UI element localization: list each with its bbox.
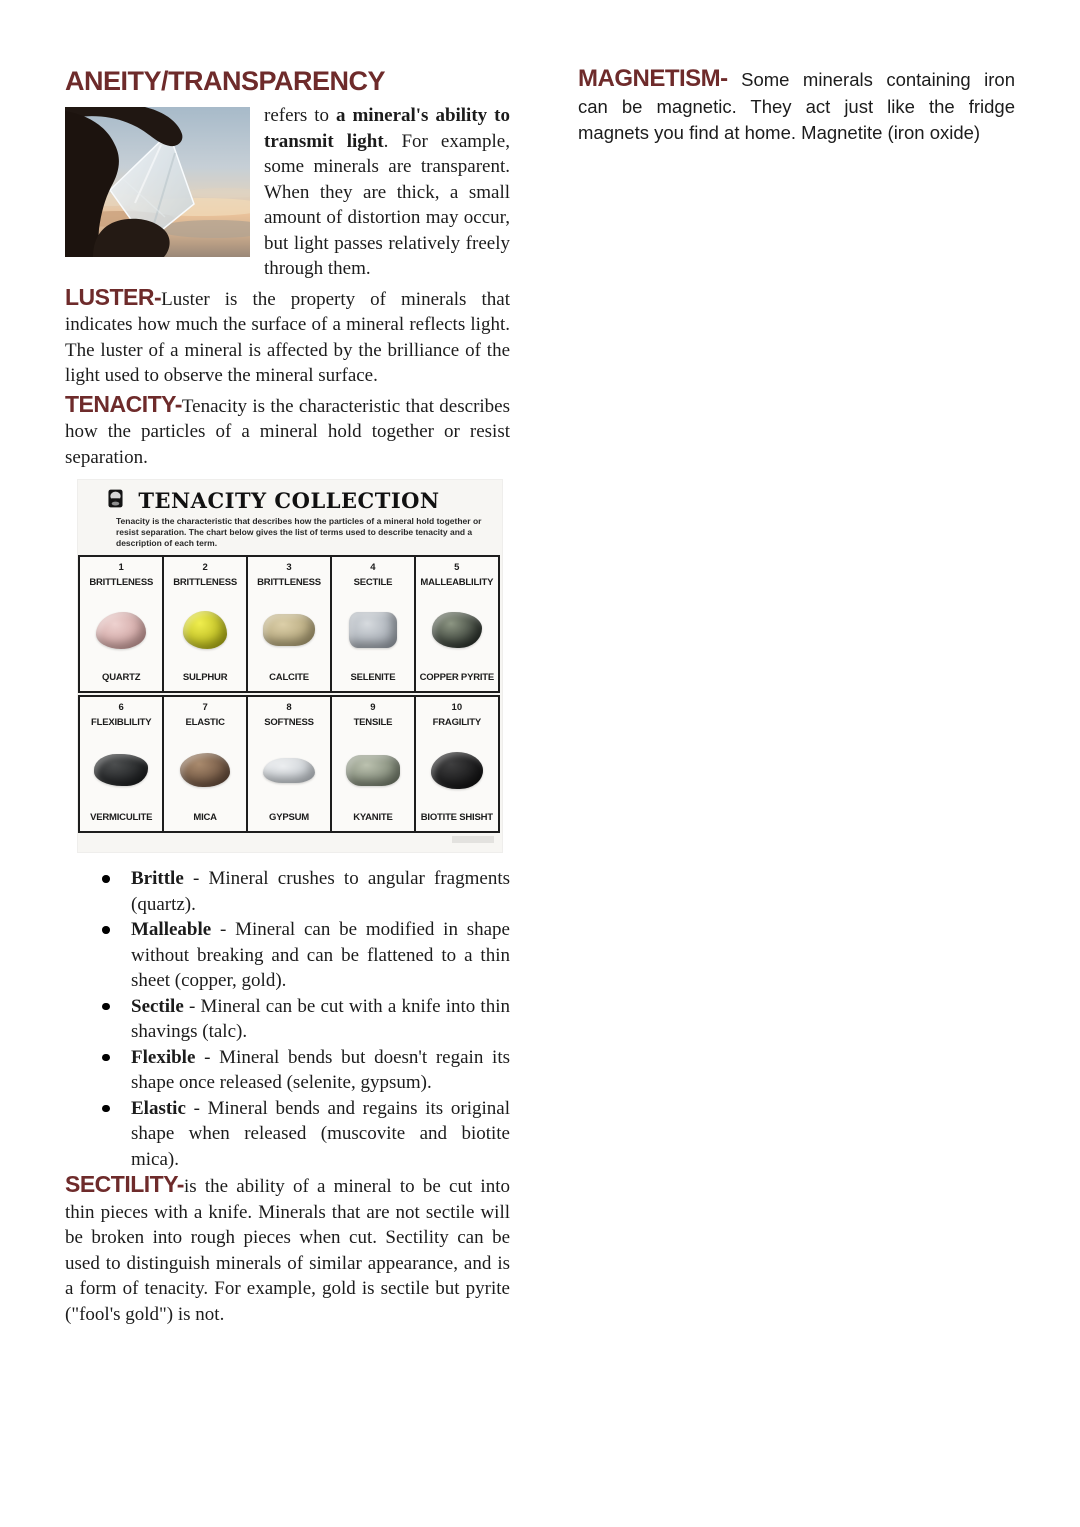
magnetism-paragraph [578, 66, 1015, 147]
cell-mineral-name: MICA [193, 812, 217, 823]
left-column [65, 66, 510, 1327]
mineral-sample-photo [94, 754, 148, 786]
cell-mineral-name: SULPHUR [182, 672, 228, 683]
cell-mineral-name: SELENITE [350, 672, 396, 683]
cell-number: 2 [202, 562, 208, 573]
cell-property: MALLEABLILITY [420, 577, 494, 588]
tenacity-heading: TENACITY- [65, 390, 182, 417]
term-text: - Mineral bends but doesn't regain its shape once released (selenite, gypsum). [131, 1046, 510, 1093]
list-item-elastic [131, 1096, 510, 1173]
cell-mineral-name: QUARTZ [102, 672, 141, 683]
sectility-heading: SECTILITY- [65, 1171, 184, 1197]
hand-holding-crystal-illustration [65, 107, 250, 257]
cell-property: ELASTIC [185, 717, 225, 728]
cell-mineral-name: VERMICULITE [90, 812, 153, 823]
luster-text: Luster is the property of minerals that indicates how much the surface of a mineral reflects light. The luster of a mineral is affected by the brilliance of the light used to observe the mineral surface. [65, 288, 510, 386]
figure-title: TENACITY COLLECTION [138, 488, 440, 513]
mineral-sample-photo [180, 753, 230, 787]
cell-mineral-name: KYANITE [353, 812, 393, 823]
magnetism-heading: MAGNETISM- [578, 65, 728, 92]
cell-mineral-name: BIOTITE SHISHT [420, 812, 493, 823]
mineral-cell-quartz [78, 555, 164, 693]
cell-property: SECTILE [353, 577, 393, 588]
mineral-cell-kyanite [330, 695, 416, 833]
aneity-text-bold: a mineral's ability to transmit light [264, 105, 510, 152]
cell-property: TENSILE [353, 717, 393, 728]
term-text: - Mineral can be cut with a knife into thin shavings (talc). [131, 995, 510, 1042]
tenacity-crest-icon [108, 489, 123, 513]
cell-mineral-name: CALCITE [269, 672, 309, 683]
term-label: Elastic [131, 1097, 186, 1119]
aneity-text-lead: refers to [264, 105, 336, 126]
tenacity-text: Tenacity is the characteristic that describes how the particles of a mineral hold together or resist separation. [65, 395, 510, 468]
term-text: - Mineral bends and regains its original shape when released (muscovite and biotite mica). [131, 1097, 510, 1170]
mineral-grid-row-1 [78, 555, 500, 693]
cell-property: BRITTLENESS [257, 577, 321, 588]
luster-paragraph [65, 285, 510, 389]
term-label: Brittle [131, 868, 184, 889]
mineral-cell-calcite [246, 555, 332, 693]
mineral-sample-photo [346, 755, 400, 786]
mineral-cell-sulphur [162, 555, 248, 693]
mineral-cell-biotite-shisht [414, 695, 500, 833]
cell-number: 1 [118, 562, 124, 573]
mineral-sample-photo [263, 758, 315, 783]
list-item-brittle [131, 866, 510, 917]
transparency-photo [65, 107, 250, 257]
cell-number: 4 [370, 562, 376, 573]
term-label: Sectile [131, 995, 184, 1017]
list-item-sectile [131, 994, 510, 1045]
tenacity-terms-list [65, 866, 510, 1172]
cell-number: 3 [286, 562, 292, 573]
cell-mineral-name: COPPER PYRITE [419, 672, 495, 683]
luster-heading: LUSTER- [65, 283, 162, 310]
mineral-sample-photo [96, 612, 146, 649]
mineral-sample-photo [349, 612, 397, 648]
term-label: Flexible [131, 1046, 196, 1068]
sectility-text: is the ability of a mineral to be cut into thin pieces with a knife. Minerals that are not sectile will be broken into rough pieces when cut. Sectility can be used to distinguish minerals of similar appearance, and is a form of tenacity. For example, gold is sectile but pyrite ("fool's gold") is not. [65, 1176, 510, 1325]
tenacity-paragraph [65, 392, 510, 471]
mineral-sample-photo [263, 614, 315, 646]
cell-number: 8 [286, 702, 292, 713]
magnetism-text: Some minerals containing iron can be magnetic. They act just like the fridge magnets you find at home. Magnetite (iron oxide) [578, 69, 1015, 143]
right-column [578, 66, 1015, 147]
cell-property: SOFTNESS [264, 717, 314, 728]
term-label: Malleable [131, 919, 212, 940]
term-text: - Mineral can be modified in shape without breaking and can be flattened to a thin sheet (copper, gold). [131, 919, 510, 991]
cell-number: 5 [454, 562, 460, 573]
figure-subtitle: Tenacity is the characteristic that describes how the particles of a mineral hold together or resist separation. The chart below gives the list of terms used to describe tenacity and a description of each term. [116, 516, 482, 548]
aneity-paragraph-block [65, 103, 510, 282]
figure-header [78, 488, 500, 513]
mineral-cell-selenite [330, 555, 416, 693]
cell-property: BRITTLENESS [173, 577, 237, 588]
mineral-cell-gypsum [246, 695, 332, 833]
cell-property: FLEXIBLILITY [91, 717, 152, 728]
cell-property: BRITTLENESS [89, 577, 154, 588]
list-item-malleable [131, 917, 510, 994]
section-heading-aneity-transparency: ANEITY/TRANSPARENCY [65, 66, 386, 96]
mineral-sample-photo [183, 611, 227, 649]
mineral-cell-vermiculite [78, 695, 164, 833]
cell-number: 10 [451, 702, 463, 713]
term-text: - Mineral crushes to angular fragments (quartz). [131, 868, 510, 915]
cell-property: FRAGILITY [432, 717, 481, 728]
cell-number: 9 [370, 702, 376, 713]
list-item-flexible [131, 1045, 510, 1096]
sectility-paragraph [65, 1172, 510, 1327]
cell-mineral-name: GYPSUM [269, 812, 309, 823]
tenacity-collection-figure [78, 480, 502, 852]
mineral-sample-photo [432, 612, 482, 648]
cell-number: 7 [202, 702, 208, 713]
aneity-text-rest: . For example, some minerals are transparent. When they are thick, a small amount of distortion may occur, but light passes relatively freely through them. [264, 130, 510, 279]
mineral-cell-mica [162, 695, 248, 833]
cell-number: 6 [118, 702, 124, 713]
mineral-grid-row-2 [78, 695, 500, 833]
figure-watermark-smudge [452, 836, 494, 843]
mineral-cell-copper-pyrite [414, 555, 500, 693]
mineral-sample-photo [431, 752, 483, 789]
